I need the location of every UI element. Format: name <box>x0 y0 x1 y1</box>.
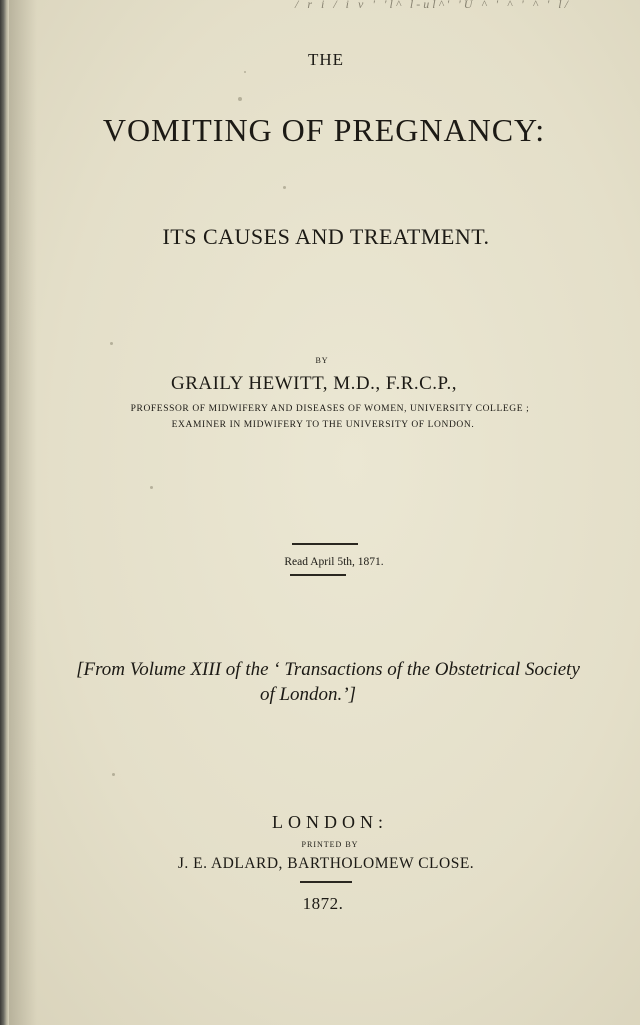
printer-name: J. E. ADLARD, BARTHOLOMEW CLOSE. <box>177 855 475 872</box>
subtitle: ITS CAUSES AND TREATMENT. <box>162 224 490 249</box>
source-note-line-1: [From Volume XIII of the ‘ Transactions of the Obstetrical Society <box>76 659 580 680</box>
author-name: GRAILY HEWITT, M.D., F.R.C.P., <box>170 373 458 394</box>
source-note-line-2: of London.’] <box>259 684 357 705</box>
publication-year: 1872. <box>302 894 344 913</box>
paper-speck <box>110 342 113 345</box>
bleed-through-text: / r i / i v ' 'l^ l-ul^' 'U ^ ' ^ ' ^ ' l/ <box>295 0 571 11</box>
paper-speck <box>283 186 286 189</box>
paper-speck <box>112 773 115 776</box>
author-credential-2: EXAMINER IN MIDWIFERY TO THE UNIVERSITY OF LONDON. <box>171 420 475 430</box>
author-credential-1: PROFESSOR OF MIDWIFERY AND DISEASES OF WOMEN, UNIVERSITY COLLEGE ; <box>130 404 530 414</box>
divider-rule-bottom <box>290 574 346 576</box>
title-article: THE <box>307 50 345 69</box>
divider-rule-top <box>292 543 358 545</box>
imprint-rule <box>300 881 352 883</box>
main-title: VOMITING OF PREGNANCY: <box>102 112 546 148</box>
imprint-city: LONDON: <box>272 812 388 832</box>
printed-by-label: PRINTED BY <box>301 840 359 849</box>
read-date: Read April 5th, 1871. <box>284 556 384 568</box>
by-label: BY <box>315 356 329 365</box>
paper-speck <box>150 486 153 489</box>
paper-speck <box>238 97 242 101</box>
paper-speck <box>244 71 246 73</box>
